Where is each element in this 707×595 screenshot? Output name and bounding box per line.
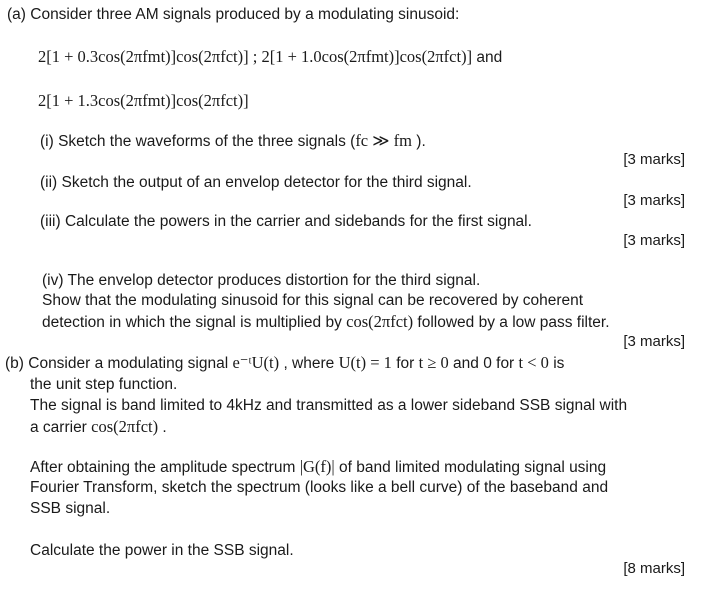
part-b-line-4-pre: a carrier <box>30 419 92 436</box>
am-signals-line-1 <box>38 47 502 68</box>
part-b-and: and 0 for <box>448 355 519 372</box>
am-signal-2: 2[1 + 1.0cos(2πfmt)]cos(2πfct)] <box>261 47 473 66</box>
part-b-line-6: Fourier Transform, sketch the spectrum (looks like a bell curve) of the baseband and <box>30 479 609 496</box>
question-i <box>40 131 426 152</box>
question-i-end: ). <box>411 133 426 150</box>
condition-t-lt-0: t < 0 <box>518 353 549 372</box>
part-b-line-4-post: . <box>158 419 167 436</box>
question-iv-line-2: Show that the modulating sinusoid for this signal can be recovered by coherent <box>42 292 584 309</box>
part-b-is: is <box>548 355 565 372</box>
question-iv-line-3-pre: detection in which the signal is multiplied by <box>42 314 347 331</box>
condition-t-ge-0: t ≥ 0 <box>418 353 449 372</box>
carrier-expression: cos(2πfct) <box>346 312 414 331</box>
part-b-line-2: the unit step function. <box>30 376 178 393</box>
question-i-condition: fc ≫ fm <box>355 131 412 150</box>
signal-separator: ; <box>248 47 262 66</box>
carrier-expression-b: cos(2πfct) <box>91 417 159 436</box>
modulating-signal-expression: e⁻ᵗU(t) <box>232 353 280 372</box>
am-signal-3: 2[1 + 1.3cos(2πfmt)]cos(2πfct)] <box>38 91 249 110</box>
question-iii: (iii) Calculate the powers in the carrier and sidebands for the first signal. <box>40 213 532 230</box>
amplitude-spectrum-expression: |G(f)| <box>299 457 335 476</box>
part-b-line-1 <box>5 353 564 374</box>
marks-i: [3 marks] <box>623 151 685 168</box>
marks-b: [8 marks] <box>623 560 685 577</box>
part-b-where: , where <box>279 355 339 372</box>
part-a-intro: (a) Consider three AM signals produced by a modulating sinusoid: <box>7 6 460 23</box>
marks-iv: [3 marks] <box>623 333 685 350</box>
am-signal-1: 2[1 + 0.3cos(2πfmt)]cos(2πfct)] <box>38 47 249 66</box>
and-word: and <box>472 49 503 66</box>
question-iv-line-1: (iv) The envelop detector produces distortion for the third signal. <box>42 272 481 289</box>
step-definition: U(t) = 1 <box>338 353 392 372</box>
part-b-line-3: The signal is band limited to 4kHz and transmitted as a lower sideband SSB signal with <box>30 397 628 414</box>
part-b-line-5-pre: After obtaining the amplitude spectrum <box>30 459 300 476</box>
part-b-intro: (b) Consider a modulating signal <box>5 355 233 372</box>
part-b-line-7: SSB signal. <box>30 500 111 517</box>
part-b-line-4 <box>30 417 167 438</box>
question-ii: (ii) Sketch the output of an envelop detector for the third signal. <box>40 174 472 191</box>
part-b-line-5 <box>30 457 606 478</box>
marks-iii: [3 marks] <box>623 232 685 249</box>
part-b-line-5-post: of band limited modulating signal using <box>334 459 607 476</box>
question-iv-line-3-post: followed by a low pass filter. <box>413 314 610 331</box>
question-i-text: (i) Sketch the waveforms of the three signals ( <box>40 133 356 150</box>
part-b-for: for <box>391 355 419 372</box>
part-b-line-8: Calculate the power in the SSB signal. <box>30 542 294 559</box>
marks-ii: [3 marks] <box>623 192 685 209</box>
question-iv-line-3 <box>42 312 610 333</box>
